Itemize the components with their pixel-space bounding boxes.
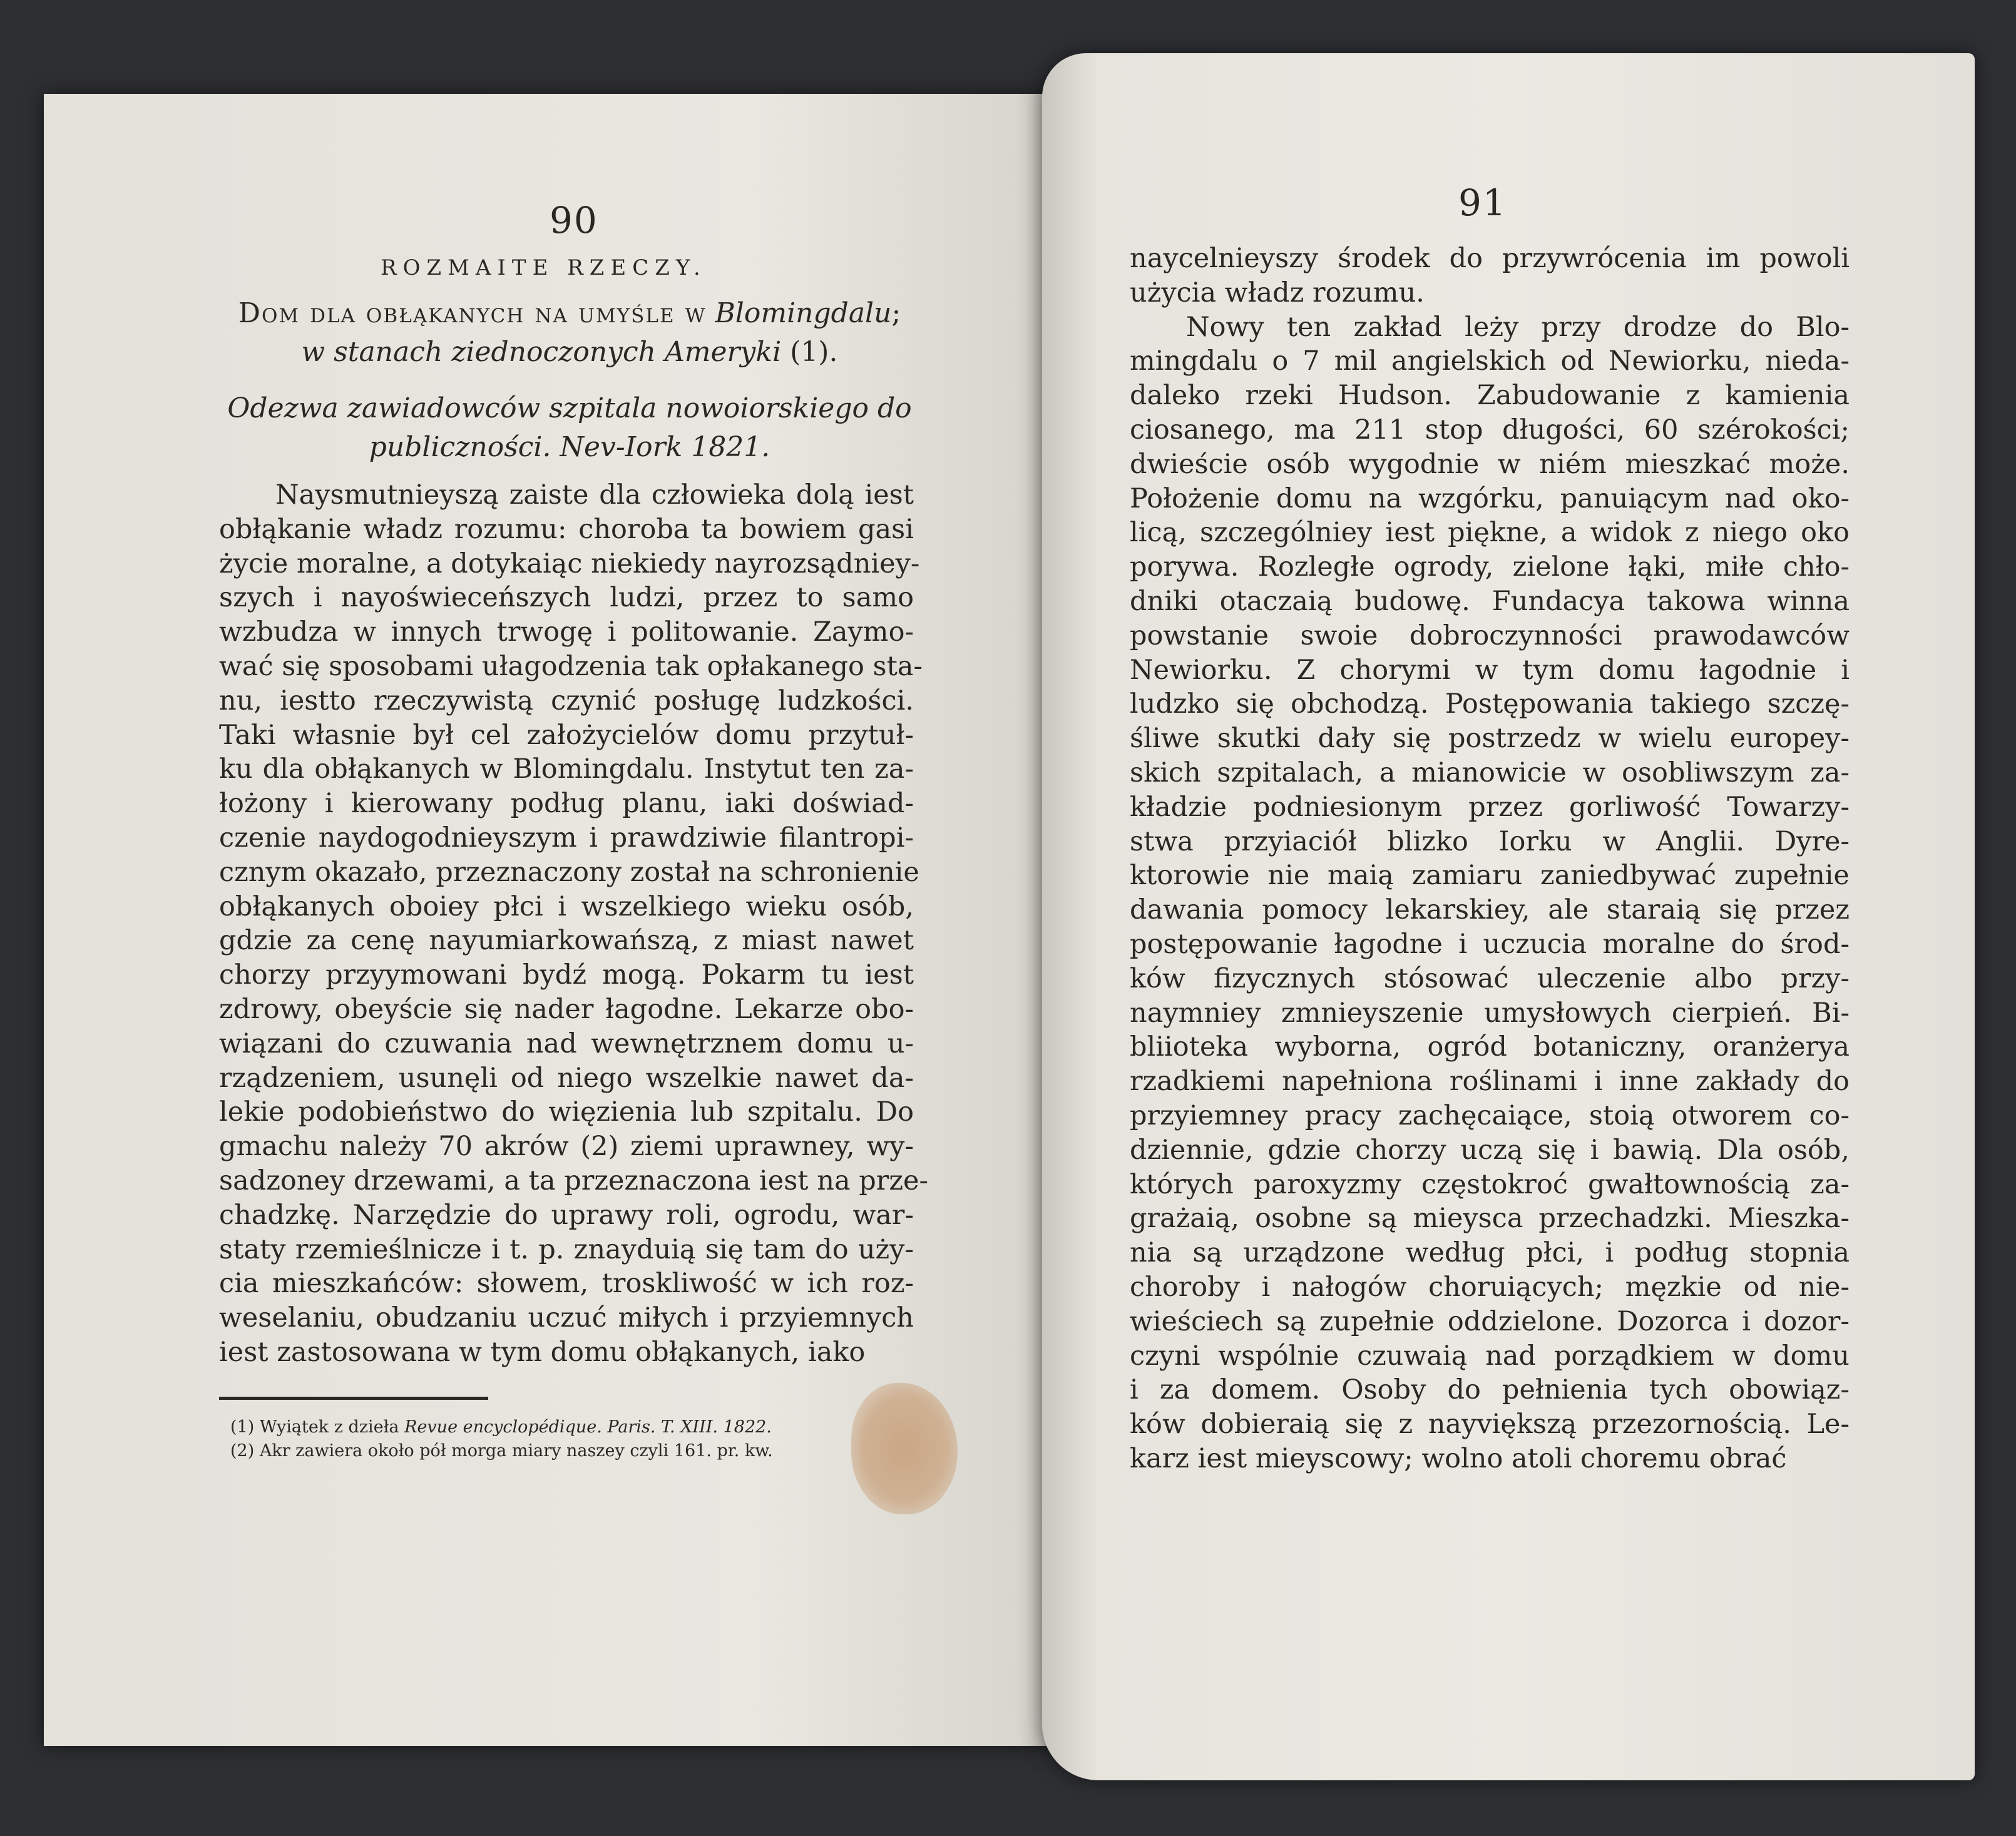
right-page-number: 91	[1458, 181, 1507, 224]
right-body-line: licą, szczególniey iest piękne, a widok z niego oko	[1130, 517, 1850, 549]
left-body-line: szych i nayoświeceńszych ludzi, przez to samo	[219, 582, 914, 614]
left-body-line: sadzoney drzewami, a ta przeznaczona iest na prze-	[219, 1165, 928, 1196]
left-body-line: chadzkę. Narzędzie do uprawy roli, ogrodu, war-	[219, 1199, 914, 1231]
left-body-line: zdrowy, obeyście się nader łagodne. Lekarze obo-	[219, 993, 914, 1025]
footnote-2: (2) Akr zawiera około pół morga miary naszey czyli 161. pr. kw.	[230, 1441, 773, 1461]
article-subtitle	[213, 389, 926, 467]
left-body-line: gmachu należy 70 akrów (2) ziemi uprawney, wy-	[219, 1131, 914, 1163]
left-body-line: lekie podobieństwo do więzienia lub szpitalu. Do	[219, 1096, 914, 1128]
right-body-line: których paroxyzmy częstokroć gwałtownością za-	[1130, 1168, 1850, 1200]
right-body-text	[1130, 242, 1850, 1476]
right-body-line: użycia władz rozumu.	[1130, 277, 1425, 309]
left-body-line: Taki własnie był cel założycielów domu przytuł-	[219, 719, 914, 751]
footnote-1: (1) Wyiątek z dzieła Revue encyclopédique. Paris. T. XIII. 1822.	[230, 1417, 772, 1437]
left-body-line: cznym okazało, przeznaczony został na schronienie	[219, 856, 919, 888]
right-body-line: porywa. Rozległe ogrody, zielone łąki, miłe chło-	[1130, 551, 1850, 583]
left-body-line: ku dla obłąkanych w Blomingdalu. Instytut ten za-	[219, 753, 914, 785]
footnotes	[230, 1415, 925, 1463]
right-body-line: nia są urządzone według płci, i podług stopnia	[1130, 1237, 1850, 1269]
right-body-line: skich szpitalach, a mianowicie w osobliwszym za-	[1130, 757, 1850, 788]
right-body-line: ktorowie nie maią zamiaru zaniedbywać zupełnie	[1130, 860, 1850, 892]
right-body-line: mingdalu o 7 mil angielskich od Newiorku, nieda-	[1130, 345, 1850, 377]
right-body-line: ludzko się obchodzą. Postępowania takiego szczę-	[1130, 688, 1850, 720]
right-body-line: przyiemney pracy zachęcaiące, stoią otworem co-	[1130, 1099, 1850, 1131]
left-body-text	[219, 478, 928, 1370]
footnote-rule	[219, 1397, 488, 1400]
left-body-line: chorzy przyymowani bydź mogą. Pokarm tu iest	[219, 959, 914, 991]
left-body-line: obłąkanie władz rozumu: choroba ta bowiem gasi	[219, 513, 914, 545]
right-body-line: powstanie swoie dobroczynności prawodawców	[1130, 620, 1850, 651]
right-body-line: dawania pomocy lekarskiey, ale staraią się przez	[1130, 894, 1850, 926]
right-body-line: dziennie, gdzie chorzy uczą się i bawią. Dla osób,	[1130, 1134, 1850, 1166]
right-body-line: wieściech są zupełnie oddzielone. Dozorca i dozor-	[1130, 1305, 1850, 1337]
left-body-line: czenie naydogodnieyszym i prawdziwie filantropi-	[219, 822, 914, 854]
right-body-line: naymniey zmnieyszenie umysłowych cierpień. Bi-	[1130, 997, 1850, 1029]
right-body-line: dwieście osób wygodnie w niém mieszkać może.	[1130, 448, 1850, 480]
left-body-line: obłąkanych oboiey płci i wszelkiego wieku osób,	[219, 890, 914, 922]
right-body-line: śliwe skutki dały się postrzedz w wielu europey-	[1130, 723, 1850, 755]
right-body-line: naycelnieyszy środek do przywrócenia im powoli	[1130, 243, 1850, 274]
left-body-line: wiązani do czuwania nad wewnętrznem domu u-	[219, 1028, 914, 1059]
title-footnote-ref: (1).	[790, 336, 838, 368]
left-body-line: wzbudza w innych trwogę i politowanie. Zaymo-	[219, 616, 914, 648]
right-body-line: i za domem. Osoby do pełnienia tych obowiąz-	[1130, 1374, 1850, 1406]
subtitle-line1: Odezwa zawiadowców szpitala nowoiorskiego do	[227, 392, 912, 424]
title-line1: Dom dla obłąkanych na umyśle w	[238, 297, 707, 329]
right-body-line: choroby i nałogów choruiących; męzkie od nie-	[1130, 1271, 1850, 1303]
left-body-line: weselaniu, obudzaniu uczuć miłych i przyiemnych	[219, 1302, 914, 1334]
right-body-line: Newiorku. Z chorymi w tym domu łagodnie i	[1130, 654, 1850, 686]
left-body-line: staty rzemieślnicze i t. p. znayduią się tam do uży-	[219, 1233, 914, 1265]
right-body-line: Nowy ten zakład leży przy drodze do Blo-	[1186, 311, 1850, 343]
right-body-line: dniki otaczaią budowę. Fundacya takowa winna	[1130, 585, 1850, 617]
left-body-line: iest zastosowana w tym domu obłąkanych, iako	[219, 1336, 866, 1368]
right-body-line: czyni wspólnie czuwaią nad porządkiem w domu	[1130, 1340, 1850, 1372]
left-body-line: życie moralne, a dotykaiąc niekiedy nayrozsądniey-	[219, 548, 920, 579]
right-body-line: ków fizycznych stósować uleczenie albo przy-	[1130, 962, 1850, 994]
right-body-line: postępowanie łagodne i uczucia moralne do środ-	[1130, 928, 1850, 960]
left-body-line: cia mieszkańców: słowem, troskliwość w ich roz-	[219, 1268, 914, 1300]
article-title	[213, 294, 926, 372]
right-body-line: rzadkiemi napełniona roślinami i inne zakłady do	[1130, 1066, 1850, 1098]
right-body-line: grażaią, osobne są mieysca przechadzki. Mieszka-	[1130, 1203, 1850, 1235]
right-body-line: karz iest mieyscowy; wolno atoli choremu obrać	[1130, 1442, 1787, 1474]
right-body-line: stwa przyiaciół blizko Iorku w Anglii. Dyre-	[1130, 825, 1850, 857]
left-body-line: nu, iestto rzeczywistą czynić posługę ludzkości.	[219, 685, 914, 717]
title-place: Blomingdalu	[715, 297, 892, 329]
right-body-line: bliioteka wyborna, ogród botaniczny, oranżerya	[1130, 1031, 1850, 1063]
running-head: ROZMAITE RZECZY.	[381, 255, 707, 280]
left-body-line: łożony i kierowany podług planu, iaki doświad-	[219, 788, 914, 820]
title-line2: w stanach ziednoczonych Ameryki	[301, 336, 782, 368]
right-body-line: ciosanego, ma 211 stop długości, 60 szérokości;	[1130, 414, 1850, 446]
subtitle-line2: publiczności. Nev-Iork 1821.	[369, 431, 770, 463]
left-page-number: 90	[550, 199, 598, 242]
left-body-line: wać się sposobami ułagodzenia tak opłakanego sta-	[219, 650, 923, 682]
left-body-line: gdzie za cenę nayumiarkowańszą, z miast nawet	[219, 925, 914, 957]
right-body-line: Położenie domu na wzgórku, panuiącym nad oko-	[1130, 482, 1850, 514]
left-body-line: rządzeniem, usunęli od niego wszelkie nawet da-	[219, 1062, 914, 1094]
right-body-line: daleko rzeki Hudson. Zabudowanie z kamienia	[1130, 380, 1850, 412]
title-punct: ;	[891, 297, 901, 329]
left-body-line: Naysmutnieyszą zaiste dla człowieka dolą iest	[275, 479, 914, 511]
right-body-line: ków dobieraią się z nayviększą przezornością. Le-	[1130, 1409, 1850, 1441]
right-body-line: kładzie podniesionym przez gorliwość Towarzy-	[1130, 791, 1850, 823]
